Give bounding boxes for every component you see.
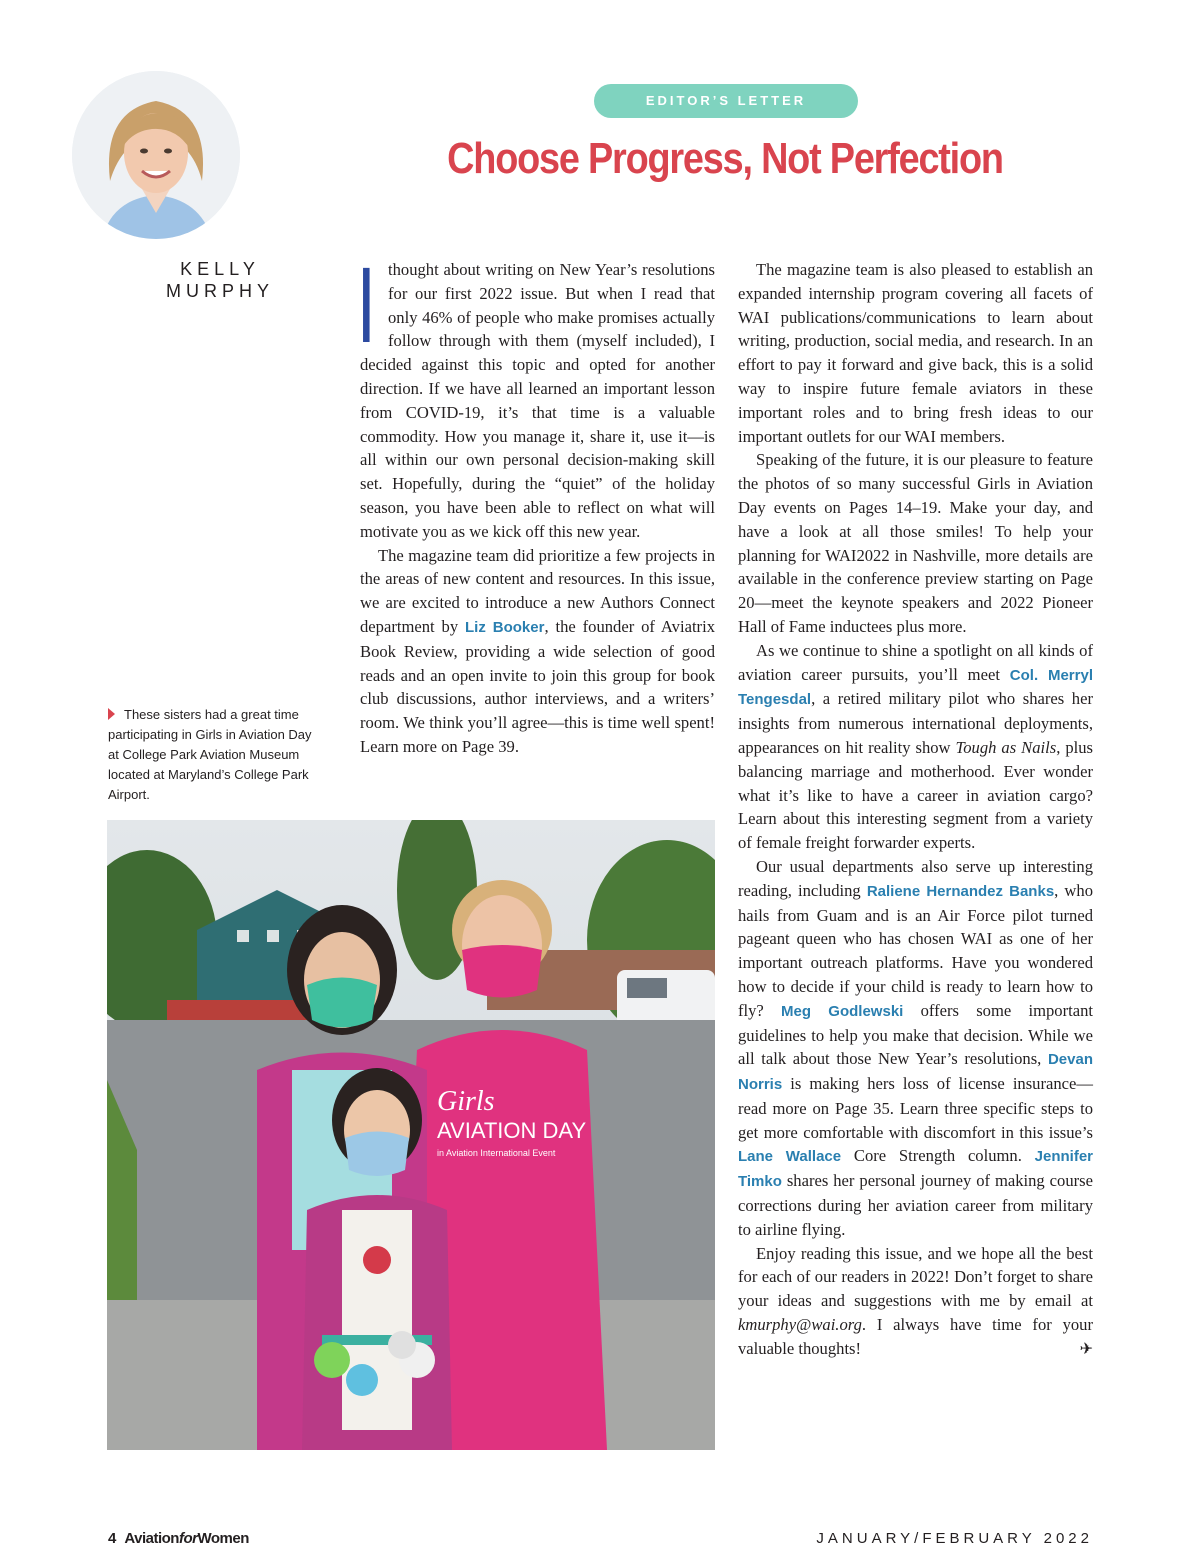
author-last-name: MURPHY [165, 281, 274, 301]
shirt-text-aviation-day: AVIATION DAY [437, 1118, 587, 1143]
shirt-text-event: in Aviation International Event [437, 1148, 556, 1158]
caption-triangle-icon [108, 708, 115, 720]
author-link-liz-booker: Liz Booker [465, 618, 545, 636]
shirt-text-girls: Girls [437, 1086, 495, 1117]
person-name-merryl-tengesdal: Col. Merryl Tengesdal [738, 666, 1093, 709]
airplane-icon: ✈ [1079, 1338, 1093, 1358]
author-name [120, 258, 320, 302]
drop-cap: I [360, 244, 373, 365]
paragraph-7: Enjoy reading this issue, and we hope all the best for each of our readers in 2022! Don’t forget to share your ideas and suggestions with me by email at kmurphy@wai.org. I always have time for your valuable thoughts! ✈ [738, 1242, 1093, 1361]
paragraph-2: The magazine team did prioritize a few projects in the areas of new content and resources. In this issue, we are excited to introduce a new Authors Connect department by Liz Booker, the founder of Aviatrix Book Review, providing a wide selection of good reads and an open invite to join this group for book club discussions, author interviews, and a writers’ room. We think you’ll agree—this is time well spent! Learn more on Page 39. [360, 545, 715, 756]
person-name-lane-wallace: Lane Wallace [738, 1148, 842, 1166]
photo-caption: These sisters had a great time participating in Girls in Aviation Day at College Park Aviation Museum located at Maryland’s College Park Airport. [108, 707, 312, 802]
paragraph-4: Speaking of the future, it is our pleasure to feature the photos of so many successful Girls in Aviation Day events on Pages 14–19. Make your day, and have a look at all those smiles! To help your planning for WAI2022 in Nashville, more details are available in the conference preview starting on Page 20—meet the keynote speakers and 2022 Pioneer Hall of Fame inductees plus more. [738, 450, 1093, 636]
person-name-raliene-hernandez-banks: Raliene Hernandez Banks [866, 882, 1055, 900]
magazine-name: AviationforWomen [124, 1530, 249, 1547]
person-name-meg-godlewski: Meg Godlewski [781, 1002, 904, 1020]
author-portrait [72, 71, 240, 239]
page-folio [108, 1530, 249, 1547]
show-title: Tough as Nails [955, 737, 1057, 757]
issue-date: JANUARY/FEBRUARY 2022 [816, 1530, 1093, 1547]
section-label: EDITOR’S LETTER [594, 84, 858, 118]
email-address[interactable]: kmurphy@wai.org [738, 1315, 862, 1335]
paragraph-3: The magazine team is also pleased to establish an expanded internship program covering all facets of WAI publications/communications to learn about writing, production, social media, and research. In an effort to pay it forward and give back, this is a solid way to inspire future female aviators in these important roles and to bring fresh ideas to our important outlets for our WAI members. [738, 260, 1093, 446]
event-photo [107, 820, 715, 1450]
page-title: Choose Progress, Not Perfection [447, 134, 1003, 183]
paragraph-1: I thought about writing on New Year’s resolutions for our first 2022 issue. But when I read that only 46% of people who make promises actually follow through with them (myself included), I decided against this topic and opted for another direction. If we have all learned an important lesson from COVID-19, it’s that time is a valuable commodity. How you manage it, share it, use it—is all within our own personal decision-making skill set. Hopefully, during the “quiet” of the holiday season, you have been able to reflect on what will motivate you as we kick off this new year. [360, 244, 715, 541]
article-column-2 [738, 258, 1093, 1361]
paragraph-5: As we continue to shine a spotlight on all kinds of aviation career pursuits, you’ll meet Col. Merryl Tengesdal, a retired military pilot who shares her insights from numerous international deployments, appearances on hit reality show Tough as Nails, plus balancing marriage and motherhood. Ever wonder what it’s like to have a career in aviation cargo? Learn about this interesting segment from a variety of female freight forwarder experts. [738, 640, 1093, 853]
paragraph-6: Our usual departments also serve up interesting reading, including Raliene Hernandez Banks, who hails from Guam and is an Air Force pilot turned pageant queen who has chosen WAI as one of her important outreach platforms. Have you wondered how to decide if your child is ready to learn how to fly? Meg Godlewski offers some important guidelines to help you make that decision. While we all talk about those New Year’s resolutions, Devan Norris is making hers loss of license insurance—read more on Page 35. Learn three specific steps to get more comfortable with discomfort in this issue’s Lane Wallace Core Strength column. Jennifer Timko shares her personal journey of making course corrections during her aviation career from military to airline flying. [738, 856, 1094, 1239]
article-column-1 [360, 244, 715, 759]
author-first-name: KELLY [180, 259, 260, 279]
person-name-devan-norris: Devan Norris [738, 1051, 1093, 1094]
page-number: 4 [108, 1530, 117, 1547]
person-name-jennifer-timko: Jennifer Timko [738, 1148, 1093, 1191]
